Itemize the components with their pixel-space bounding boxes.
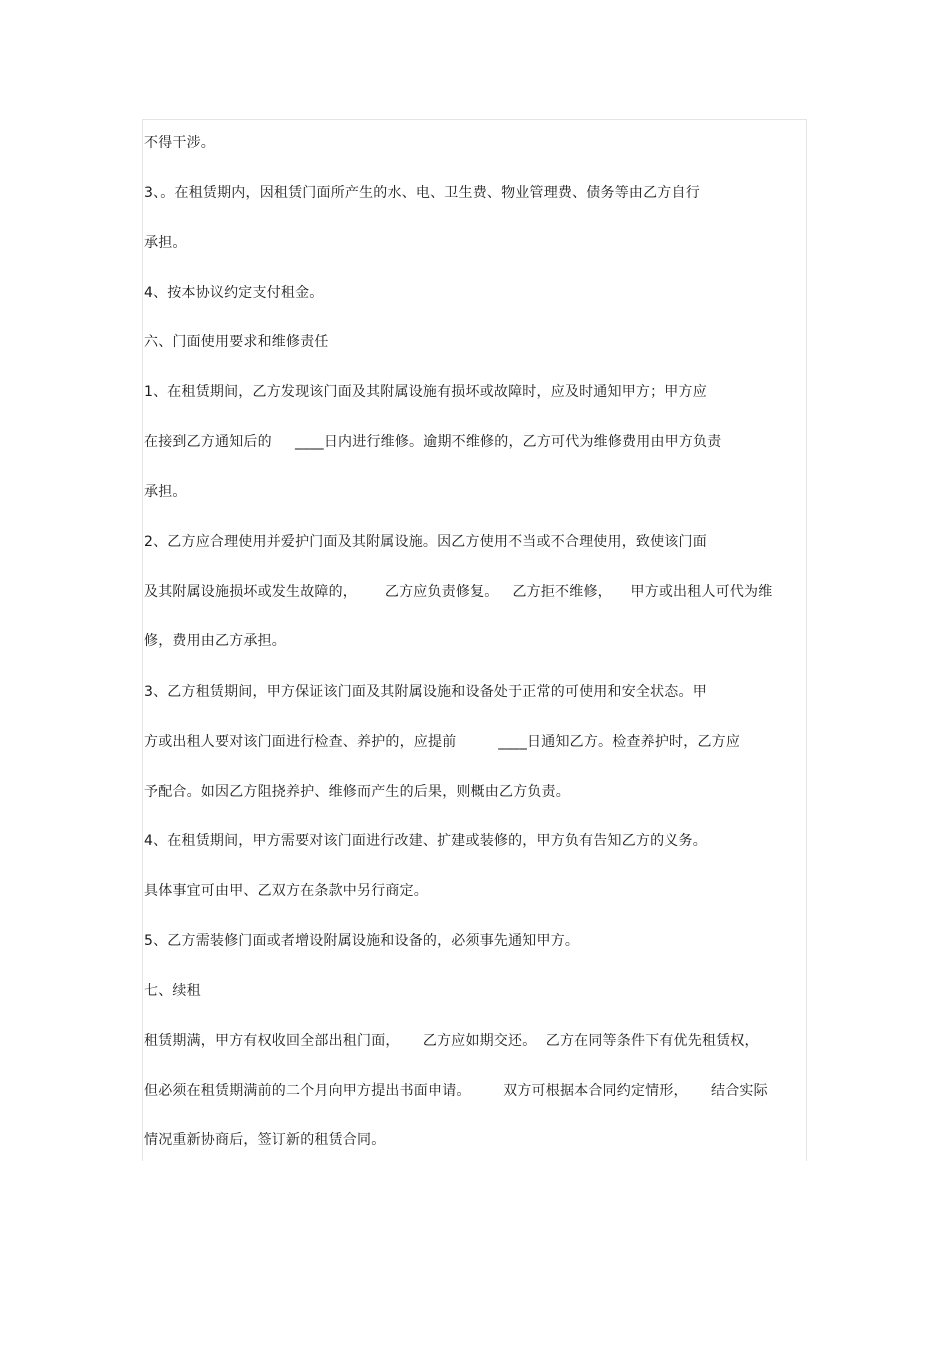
section-heading: 七、续租 <box>144 983 201 999</box>
text-line: 不得干涉。 <box>144 135 215 151</box>
text-line: 4、按本协议约定支付租金。 <box>144 285 324 301</box>
text-line: 2、乙方应合理使用并爱护门面及其附属设施。因乙方使用不当或不合理使用，致使该门面 <box>144 534 707 550</box>
text-line: 3、。在租赁期内，因租赁门面所产生的水、电、卫生费、物业管理费、债务等由乙方自行 <box>144 185 700 201</box>
text-line: 具体事宜可由甲、乙双方在条款中另行商定。 <box>144 883 428 899</box>
text-line: 情况重新协商后，签订新的租赁合同。 <box>144 1132 386 1148</box>
text-line: 及其附属设施损坏或发生故障的， 乙方应负责修复。 乙方拒不维修， 甲方或出租人可代为维 <box>144 584 773 600</box>
text-line: 方或出租人要对该门面进行检查、养护的，应提前 ____日通知乙方。检查养护时，乙方应 <box>144 734 741 750</box>
text-line: 承担。 <box>144 484 187 500</box>
text-line: 承担。 <box>144 235 187 251</box>
text-line: 4、在租赁期间，甲方需要对该门面进行改建、扩建或装修的，甲方负有告知乙方的义务。 <box>144 833 707 849</box>
section-heading: 六、门面使用要求和维修责任 <box>144 334 329 350</box>
text-line: 予配合。如因乙方阻挠养护、维修而产生的后果，则概由乙方负责。 <box>144 784 570 800</box>
text-line: 修，费用由乙方承担。 <box>144 633 286 649</box>
text-line: 3、乙方租赁期间，甲方保证该门面及其附属设施和设备处于正常的可使用和安全状态。甲 <box>144 684 707 700</box>
text-line: 租赁期满，甲方有权收回全部出租门面， 乙方应如期交还。 乙方在同等条件下有优先租赁权， <box>144 1033 759 1049</box>
text-line: 5、乙方需装修门面或者增设附属设施和设备的，必须事先通知甲方。 <box>144 933 580 949</box>
text-line: 但必须在租赁期满前的二个月向甲方提出书面申请。 双方可根据本合同约定情形， 结合实际 <box>144 1083 768 1099</box>
text-line: 在接到乙方通知后的 ____日内进行维修。逾期不维修的，乙方可代为维修费用由甲方负责 <box>144 434 722 450</box>
text-line: 1、在租赁期间，乙方发现该门面及其附属设施有损坏或故障时，应及时通知甲方；甲方应 <box>144 384 707 400</box>
